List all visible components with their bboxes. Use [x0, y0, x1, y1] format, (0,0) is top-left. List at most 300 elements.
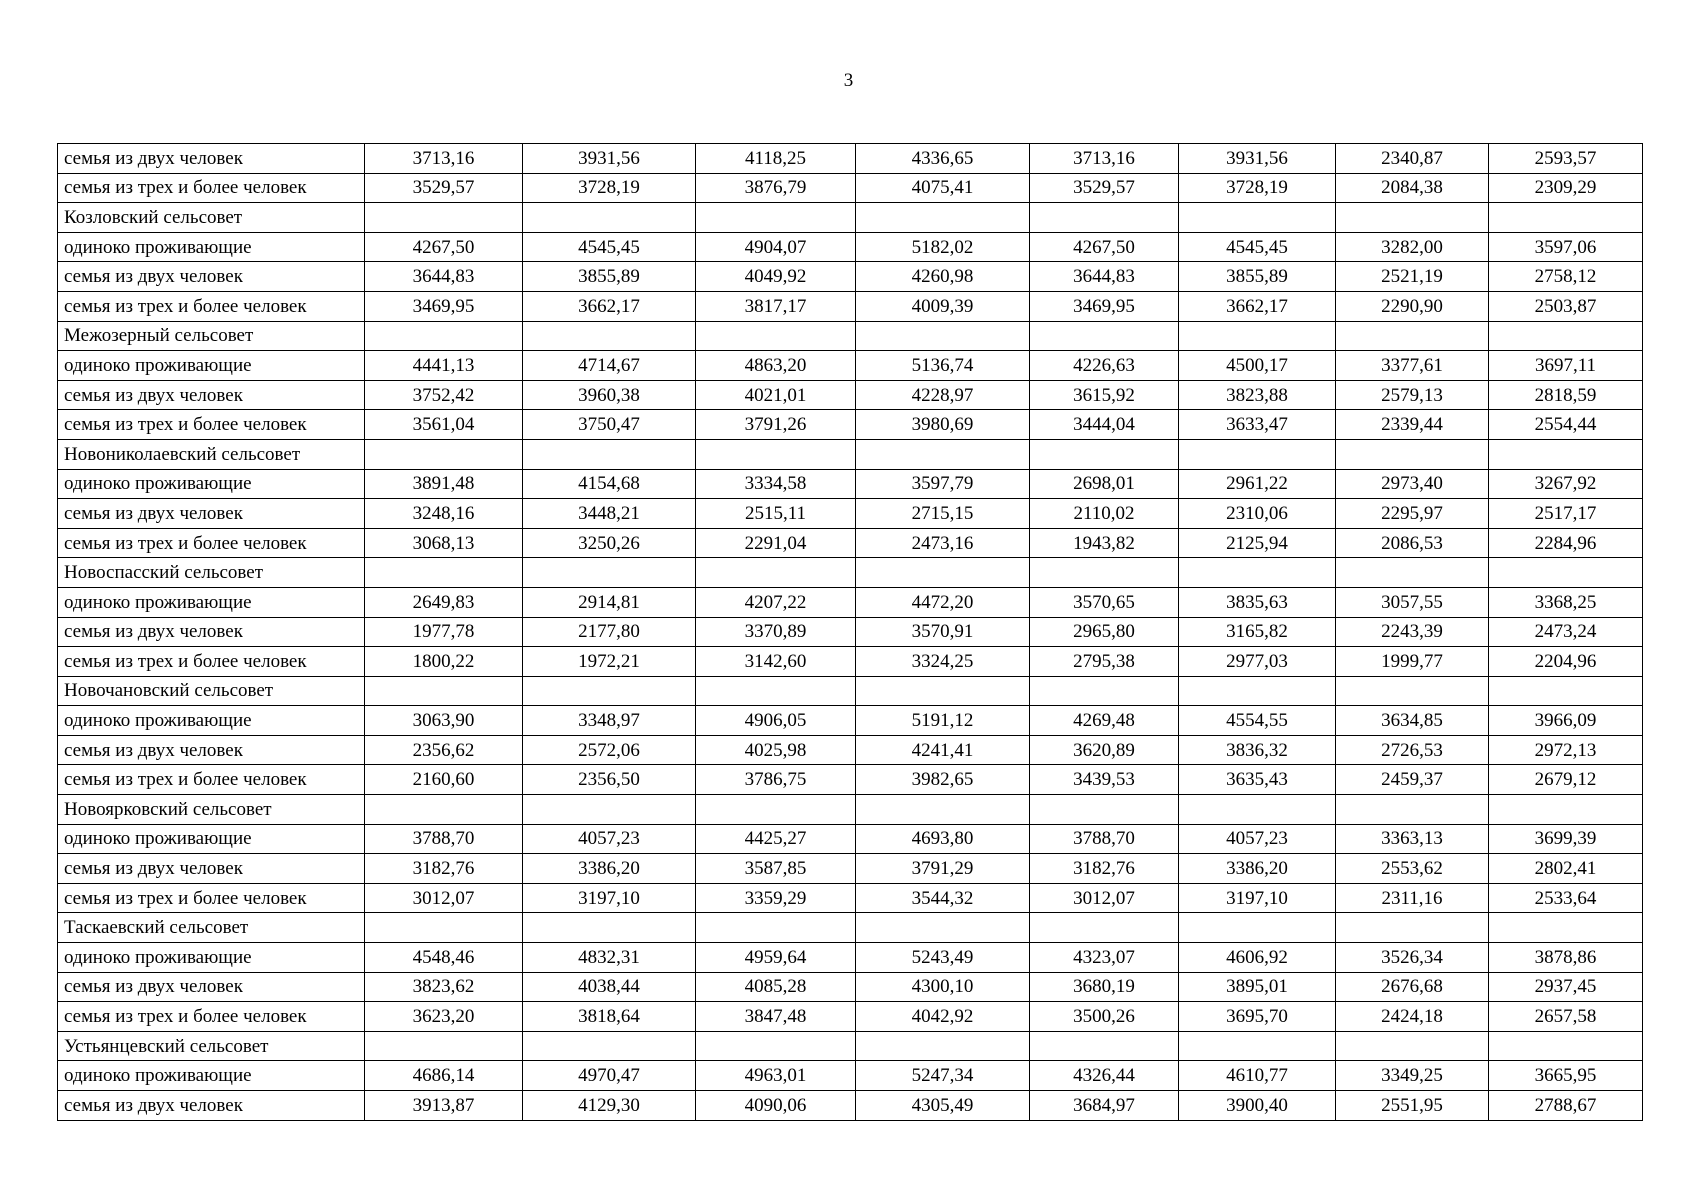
row-label: семья из двух человек — [58, 854, 365, 884]
value-cell: 1972,21 — [523, 647, 696, 677]
table-row — [58, 824, 1643, 854]
value-cell: 2533,64 — [1489, 883, 1643, 913]
value-cell — [365, 676, 523, 706]
value-cell: 3561,04 — [365, 410, 523, 440]
value-cell: 2698,01 — [1030, 469, 1179, 499]
value-cell: 1943,82 — [1030, 528, 1179, 558]
value-cell — [365, 913, 523, 943]
value-cell: 3368,25 — [1489, 587, 1643, 617]
value-cell: 3644,83 — [1030, 262, 1179, 292]
value-cell: 3788,70 — [1030, 824, 1179, 854]
value-cell: 3197,10 — [523, 883, 696, 913]
value-cell: 4970,47 — [523, 1061, 696, 1091]
row-label: семья из трех и более человек — [58, 291, 365, 321]
value-cell — [1336, 321, 1489, 351]
value-cell: 2424,18 — [1336, 1002, 1489, 1032]
value-cell: 3913,87 — [365, 1091, 523, 1121]
value-cell: 3469,95 — [1030, 291, 1179, 321]
value-cell: 2340,87 — [1336, 144, 1489, 174]
value-cell: 3012,07 — [365, 883, 523, 913]
table-row — [58, 676, 1643, 706]
row-label: одиноко проживающие — [58, 351, 365, 381]
value-cell: 3324,25 — [856, 647, 1030, 677]
value-cell: 4057,23 — [1179, 824, 1336, 854]
row-label: одиноко проживающие — [58, 706, 365, 736]
value-cell: 3248,16 — [365, 499, 523, 529]
value-cell: 3960,38 — [523, 380, 696, 410]
value-cell: 3713,16 — [1030, 144, 1179, 174]
value-cell: 2125,94 — [1179, 528, 1336, 558]
value-cell: 2295,97 — [1336, 499, 1489, 529]
value-cell: 2160,60 — [365, 765, 523, 795]
value-cell — [856, 321, 1030, 351]
row-label: Межозерный сельсовет — [58, 321, 365, 351]
value-cell — [1030, 439, 1179, 469]
value-cell — [523, 676, 696, 706]
value-cell: 3697,11 — [1489, 351, 1643, 381]
table-row — [58, 854, 1643, 884]
value-cell: 2243,39 — [1336, 617, 1489, 647]
value-cell: 3982,65 — [856, 765, 1030, 795]
value-cell: 3386,20 — [1179, 854, 1336, 884]
value-cell: 3142,60 — [696, 647, 856, 677]
value-cell: 3980,69 — [856, 410, 1030, 440]
table-row — [58, 351, 1643, 381]
value-cell: 3529,57 — [1030, 173, 1179, 203]
value-cell: 3634,85 — [1336, 706, 1489, 736]
value-cell: 4425,27 — [696, 824, 856, 854]
value-cell — [1336, 676, 1489, 706]
row-label: семья из двух человек — [58, 380, 365, 410]
value-cell: 4049,92 — [696, 262, 856, 292]
table-row — [58, 410, 1643, 440]
value-cell — [856, 676, 1030, 706]
value-cell: 2795,38 — [1030, 647, 1179, 677]
value-cell — [1179, 439, 1336, 469]
value-cell: 3680,19 — [1030, 972, 1179, 1002]
row-label: Новоярковский сельсовет — [58, 795, 365, 825]
value-cell: 3895,01 — [1179, 972, 1336, 1002]
table-row — [58, 1002, 1643, 1032]
value-cell: 4545,45 — [1179, 232, 1336, 262]
value-cell: 2657,58 — [1489, 1002, 1643, 1032]
table-row — [58, 883, 1643, 913]
row-label: семья из двух человек — [58, 499, 365, 529]
value-cell: 3469,95 — [365, 291, 523, 321]
value-cell: 4326,44 — [1030, 1061, 1179, 1091]
row-label: одиноко проживающие — [58, 1061, 365, 1091]
value-cell — [1179, 795, 1336, 825]
value-cell — [523, 1031, 696, 1061]
value-cell: 3752,42 — [365, 380, 523, 410]
value-cell — [1336, 558, 1489, 588]
value-cell: 3665,95 — [1489, 1061, 1643, 1091]
value-cell — [856, 203, 1030, 233]
value-cell: 2177,80 — [523, 617, 696, 647]
value-cell — [365, 439, 523, 469]
value-cell: 3282,00 — [1336, 232, 1489, 262]
value-cell: 4906,05 — [696, 706, 856, 736]
value-cell: 2284,96 — [1489, 528, 1643, 558]
value-cell: 3728,19 — [1179, 173, 1336, 203]
table-row — [58, 972, 1643, 1002]
value-cell: 3635,43 — [1179, 765, 1336, 795]
value-cell: 2972,13 — [1489, 735, 1643, 765]
row-label: семья из трех и более человек — [58, 883, 365, 913]
value-cell: 3836,32 — [1179, 735, 1336, 765]
value-cell — [1179, 321, 1336, 351]
row-label: семья из трех и более человек — [58, 765, 365, 795]
value-cell: 4714,67 — [523, 351, 696, 381]
value-cell: 3695,70 — [1179, 1002, 1336, 1032]
value-cell: 3500,26 — [1030, 1002, 1179, 1032]
value-cell: 3363,13 — [1336, 824, 1489, 854]
value-cell — [1489, 795, 1643, 825]
value-cell — [523, 439, 696, 469]
value-cell: 3267,92 — [1489, 469, 1643, 499]
value-cell: 3370,89 — [696, 617, 856, 647]
value-cell — [1030, 321, 1179, 351]
value-cell: 4226,63 — [1030, 351, 1179, 381]
value-cell: 4085,28 — [696, 972, 856, 1002]
row-label: семья из трех и более человек — [58, 1002, 365, 1032]
value-cell: 4038,44 — [523, 972, 696, 1002]
value-cell: 3633,47 — [1179, 410, 1336, 440]
value-cell: 3847,48 — [696, 1002, 856, 1032]
row-label: семья из двух человек — [58, 972, 365, 1002]
value-cell: 3855,89 — [523, 262, 696, 292]
value-cell: 3878,86 — [1489, 943, 1643, 973]
value-cell: 3817,17 — [696, 291, 856, 321]
value-cell: 2356,50 — [523, 765, 696, 795]
value-cell: 3386,20 — [523, 854, 696, 884]
table-row — [58, 528, 1643, 558]
value-cell: 3377,61 — [1336, 351, 1489, 381]
value-cell: 3348,97 — [523, 706, 696, 736]
value-cell — [856, 439, 1030, 469]
value-cell: 2204,96 — [1489, 647, 1643, 677]
row-label: одиноко проживающие — [58, 824, 365, 854]
value-cell: 2715,15 — [856, 499, 1030, 529]
value-cell: 4606,92 — [1179, 943, 1336, 973]
value-cell: 3662,17 — [1179, 291, 1336, 321]
value-cell — [523, 321, 696, 351]
table-row — [58, 735, 1643, 765]
value-cell: 3448,21 — [523, 499, 696, 529]
value-cell: 4207,22 — [696, 587, 856, 617]
value-cell: 4300,10 — [856, 972, 1030, 1002]
value-cell — [1030, 558, 1179, 588]
value-cell — [365, 558, 523, 588]
value-cell: 3334,58 — [696, 469, 856, 499]
value-cell — [365, 1031, 523, 1061]
table-row — [58, 1031, 1643, 1061]
value-cell: 4260,98 — [856, 262, 1030, 292]
value-cell: 4686,14 — [365, 1061, 523, 1091]
value-cell: 5247,34 — [856, 1061, 1030, 1091]
value-cell: 3597,79 — [856, 469, 1030, 499]
value-cell — [1489, 676, 1643, 706]
value-cell: 4269,48 — [1030, 706, 1179, 736]
row-label: Новочановский сельсовет — [58, 676, 365, 706]
value-cell: 3068,13 — [365, 528, 523, 558]
table-row — [58, 558, 1643, 588]
value-cell: 3165,82 — [1179, 617, 1336, 647]
table-row — [58, 173, 1643, 203]
value-cell: 3788,70 — [365, 824, 523, 854]
value-cell: 4610,77 — [1179, 1061, 1336, 1091]
value-cell: 3791,26 — [696, 410, 856, 440]
value-cell: 2726,53 — [1336, 735, 1489, 765]
value-cell: 4904,07 — [696, 232, 856, 262]
table-row — [58, 439, 1643, 469]
value-cell — [696, 795, 856, 825]
row-label: Новоспасский сельсовет — [58, 558, 365, 588]
value-cell: 2291,04 — [696, 528, 856, 558]
value-cell: 5182,02 — [856, 232, 1030, 262]
value-cell — [856, 913, 1030, 943]
value-cell: 3699,39 — [1489, 824, 1643, 854]
value-cell — [696, 203, 856, 233]
value-cell — [696, 558, 856, 588]
value-cell: 3570,65 — [1030, 587, 1179, 617]
value-cell: 3359,29 — [696, 883, 856, 913]
value-cell — [1489, 321, 1643, 351]
value-cell — [1489, 913, 1643, 943]
value-cell: 3439,53 — [1030, 765, 1179, 795]
table-row — [58, 262, 1643, 292]
value-cell: 4228,97 — [856, 380, 1030, 410]
value-cell: 2515,11 — [696, 499, 856, 529]
value-cell — [1179, 203, 1336, 233]
value-cell: 2310,06 — [1179, 499, 1336, 529]
value-cell: 2551,95 — [1336, 1091, 1489, 1121]
subsistence-table — [57, 143, 1643, 1121]
value-cell — [1179, 558, 1336, 588]
table-row — [58, 291, 1643, 321]
page-number: 3 — [843, 70, 854, 91]
value-cell: 1999,77 — [1336, 647, 1489, 677]
value-cell: 1977,78 — [365, 617, 523, 647]
value-cell — [1179, 1031, 1336, 1061]
table-row — [58, 587, 1643, 617]
value-cell: 4021,01 — [696, 380, 856, 410]
value-cell — [696, 321, 856, 351]
value-cell — [1489, 203, 1643, 233]
value-cell: 3182,76 — [1030, 854, 1179, 884]
table-body — [58, 144, 1643, 1121]
value-cell: 2554,44 — [1489, 410, 1643, 440]
value-cell: 2676,68 — [1336, 972, 1489, 1002]
value-cell: 2572,06 — [523, 735, 696, 765]
value-cell: 5243,49 — [856, 943, 1030, 973]
table-row — [58, 765, 1643, 795]
value-cell — [1179, 676, 1336, 706]
value-cell: 3786,75 — [696, 765, 856, 795]
value-cell: 3529,57 — [365, 173, 523, 203]
value-cell: 4863,20 — [696, 351, 856, 381]
table-row — [58, 144, 1643, 174]
value-cell — [1489, 558, 1643, 588]
value-cell — [523, 203, 696, 233]
value-cell: 3823,88 — [1179, 380, 1336, 410]
value-cell: 5136,74 — [856, 351, 1030, 381]
value-cell: 4267,50 — [365, 232, 523, 262]
value-cell: 2553,62 — [1336, 854, 1489, 884]
value-cell: 3855,89 — [1179, 262, 1336, 292]
value-cell: 3728,19 — [523, 173, 696, 203]
value-cell: 2579,13 — [1336, 380, 1489, 410]
table-row — [58, 943, 1643, 973]
value-cell: 4554,55 — [1179, 706, 1336, 736]
value-cell: 3197,10 — [1179, 883, 1336, 913]
value-cell: 3250,26 — [523, 528, 696, 558]
row-label: одиноко проживающие — [58, 469, 365, 499]
value-cell: 3349,25 — [1336, 1061, 1489, 1091]
value-cell — [1030, 913, 1179, 943]
value-cell — [1030, 795, 1179, 825]
value-cell: 2593,57 — [1489, 144, 1643, 174]
value-cell: 3835,63 — [1179, 587, 1336, 617]
value-cell — [1489, 1031, 1643, 1061]
value-cell: 3526,34 — [1336, 943, 1489, 973]
value-cell: 2086,53 — [1336, 528, 1489, 558]
value-cell: 2758,12 — [1489, 262, 1643, 292]
value-cell: 3900,40 — [1179, 1091, 1336, 1121]
value-cell — [696, 1031, 856, 1061]
value-cell — [1336, 913, 1489, 943]
value-cell: 2802,41 — [1489, 854, 1643, 884]
value-cell: 3750,47 — [523, 410, 696, 440]
value-cell — [365, 321, 523, 351]
value-cell: 3544,32 — [856, 883, 1030, 913]
table-row — [58, 469, 1643, 499]
value-cell: 3063,90 — [365, 706, 523, 736]
value-cell: 3620,89 — [1030, 735, 1179, 765]
value-cell: 3684,97 — [1030, 1091, 1179, 1121]
value-cell: 5191,12 — [856, 706, 1030, 736]
value-cell — [856, 558, 1030, 588]
value-cell: 2977,03 — [1179, 647, 1336, 677]
value-cell — [1336, 439, 1489, 469]
table-row — [58, 499, 1643, 529]
value-cell: 3662,17 — [523, 291, 696, 321]
value-cell: 2973,40 — [1336, 469, 1489, 499]
value-cell: 3818,64 — [523, 1002, 696, 1032]
value-cell: 2473,16 — [856, 528, 1030, 558]
row-label: одиноко проживающие — [58, 232, 365, 262]
row-label: семья из двух человек — [58, 1091, 365, 1121]
row-label: семья из трех и более человек — [58, 528, 365, 558]
value-cell: 3012,07 — [1030, 883, 1179, 913]
row-label: Козловский сельсовет — [58, 203, 365, 233]
value-cell: 3966,09 — [1489, 706, 1643, 736]
value-cell: 4154,68 — [523, 469, 696, 499]
value-cell — [365, 203, 523, 233]
value-cell — [1336, 1031, 1489, 1061]
value-cell — [523, 913, 696, 943]
value-cell: 4545,45 — [523, 232, 696, 262]
value-cell: 3713,16 — [365, 144, 523, 174]
value-cell: 4693,80 — [856, 824, 1030, 854]
value-cell: 4042,92 — [856, 1002, 1030, 1032]
value-cell: 2914,81 — [523, 587, 696, 617]
value-cell: 3876,79 — [696, 173, 856, 203]
row-label: одиноко проживающие — [58, 587, 365, 617]
table-row — [58, 203, 1643, 233]
value-cell: 4336,65 — [856, 144, 1030, 174]
table-row — [58, 380, 1643, 410]
value-cell: 4129,30 — [523, 1091, 696, 1121]
row-label: Таскаевский сельсовет — [58, 913, 365, 943]
value-cell — [1030, 676, 1179, 706]
value-cell — [365, 795, 523, 825]
row-label: семья из трех и более человек — [58, 410, 365, 440]
value-cell: 2309,29 — [1489, 173, 1643, 203]
value-cell: 4009,39 — [856, 291, 1030, 321]
value-cell: 2356,62 — [365, 735, 523, 765]
value-cell: 3182,76 — [365, 854, 523, 884]
row-label: семья из двух человек — [58, 262, 365, 292]
value-cell: 2311,16 — [1336, 883, 1489, 913]
value-cell: 4118,25 — [696, 144, 856, 174]
value-cell: 3587,85 — [696, 854, 856, 884]
value-cell — [1030, 1031, 1179, 1061]
value-cell: 2788,67 — [1489, 1091, 1643, 1121]
value-cell: 3570,91 — [856, 617, 1030, 647]
table-row — [58, 706, 1643, 736]
value-cell: 4090,06 — [696, 1091, 856, 1121]
value-cell: 2965,80 — [1030, 617, 1179, 647]
value-cell: 2503,87 — [1489, 291, 1643, 321]
value-cell: 4057,23 — [523, 824, 696, 854]
row-label: Новониколаевский сельсовет — [58, 439, 365, 469]
value-cell: 2961,22 — [1179, 469, 1336, 499]
value-cell: 3623,20 — [365, 1002, 523, 1032]
value-cell — [1179, 913, 1336, 943]
value-cell — [696, 439, 856, 469]
value-cell: 4025,98 — [696, 735, 856, 765]
value-cell: 3791,29 — [856, 854, 1030, 884]
value-cell: 4500,17 — [1179, 351, 1336, 381]
value-cell — [696, 676, 856, 706]
value-cell: 2679,12 — [1489, 765, 1643, 795]
table-row — [58, 913, 1643, 943]
value-cell — [1336, 203, 1489, 233]
row-label: семья из двух человек — [58, 735, 365, 765]
value-cell: 4441,13 — [365, 351, 523, 381]
value-cell — [1489, 439, 1643, 469]
value-cell: 2084,38 — [1336, 173, 1489, 203]
value-cell: 2818,59 — [1489, 380, 1643, 410]
value-cell: 4267,50 — [1030, 232, 1179, 262]
value-cell: 3891,48 — [365, 469, 523, 499]
table-row — [58, 1091, 1643, 1121]
value-cell — [856, 795, 1030, 825]
value-cell: 3615,92 — [1030, 380, 1179, 410]
value-cell: 3597,06 — [1489, 232, 1643, 262]
value-cell: 3644,83 — [365, 262, 523, 292]
value-cell — [1030, 203, 1179, 233]
value-cell: 3823,62 — [365, 972, 523, 1002]
value-cell: 4075,41 — [856, 173, 1030, 203]
table-row — [58, 795, 1643, 825]
value-cell: 2110,02 — [1030, 499, 1179, 529]
row-label: семья из трех и более человек — [58, 647, 365, 677]
value-cell — [523, 795, 696, 825]
value-cell — [696, 913, 856, 943]
row-label: семья из двух человек — [58, 617, 365, 647]
